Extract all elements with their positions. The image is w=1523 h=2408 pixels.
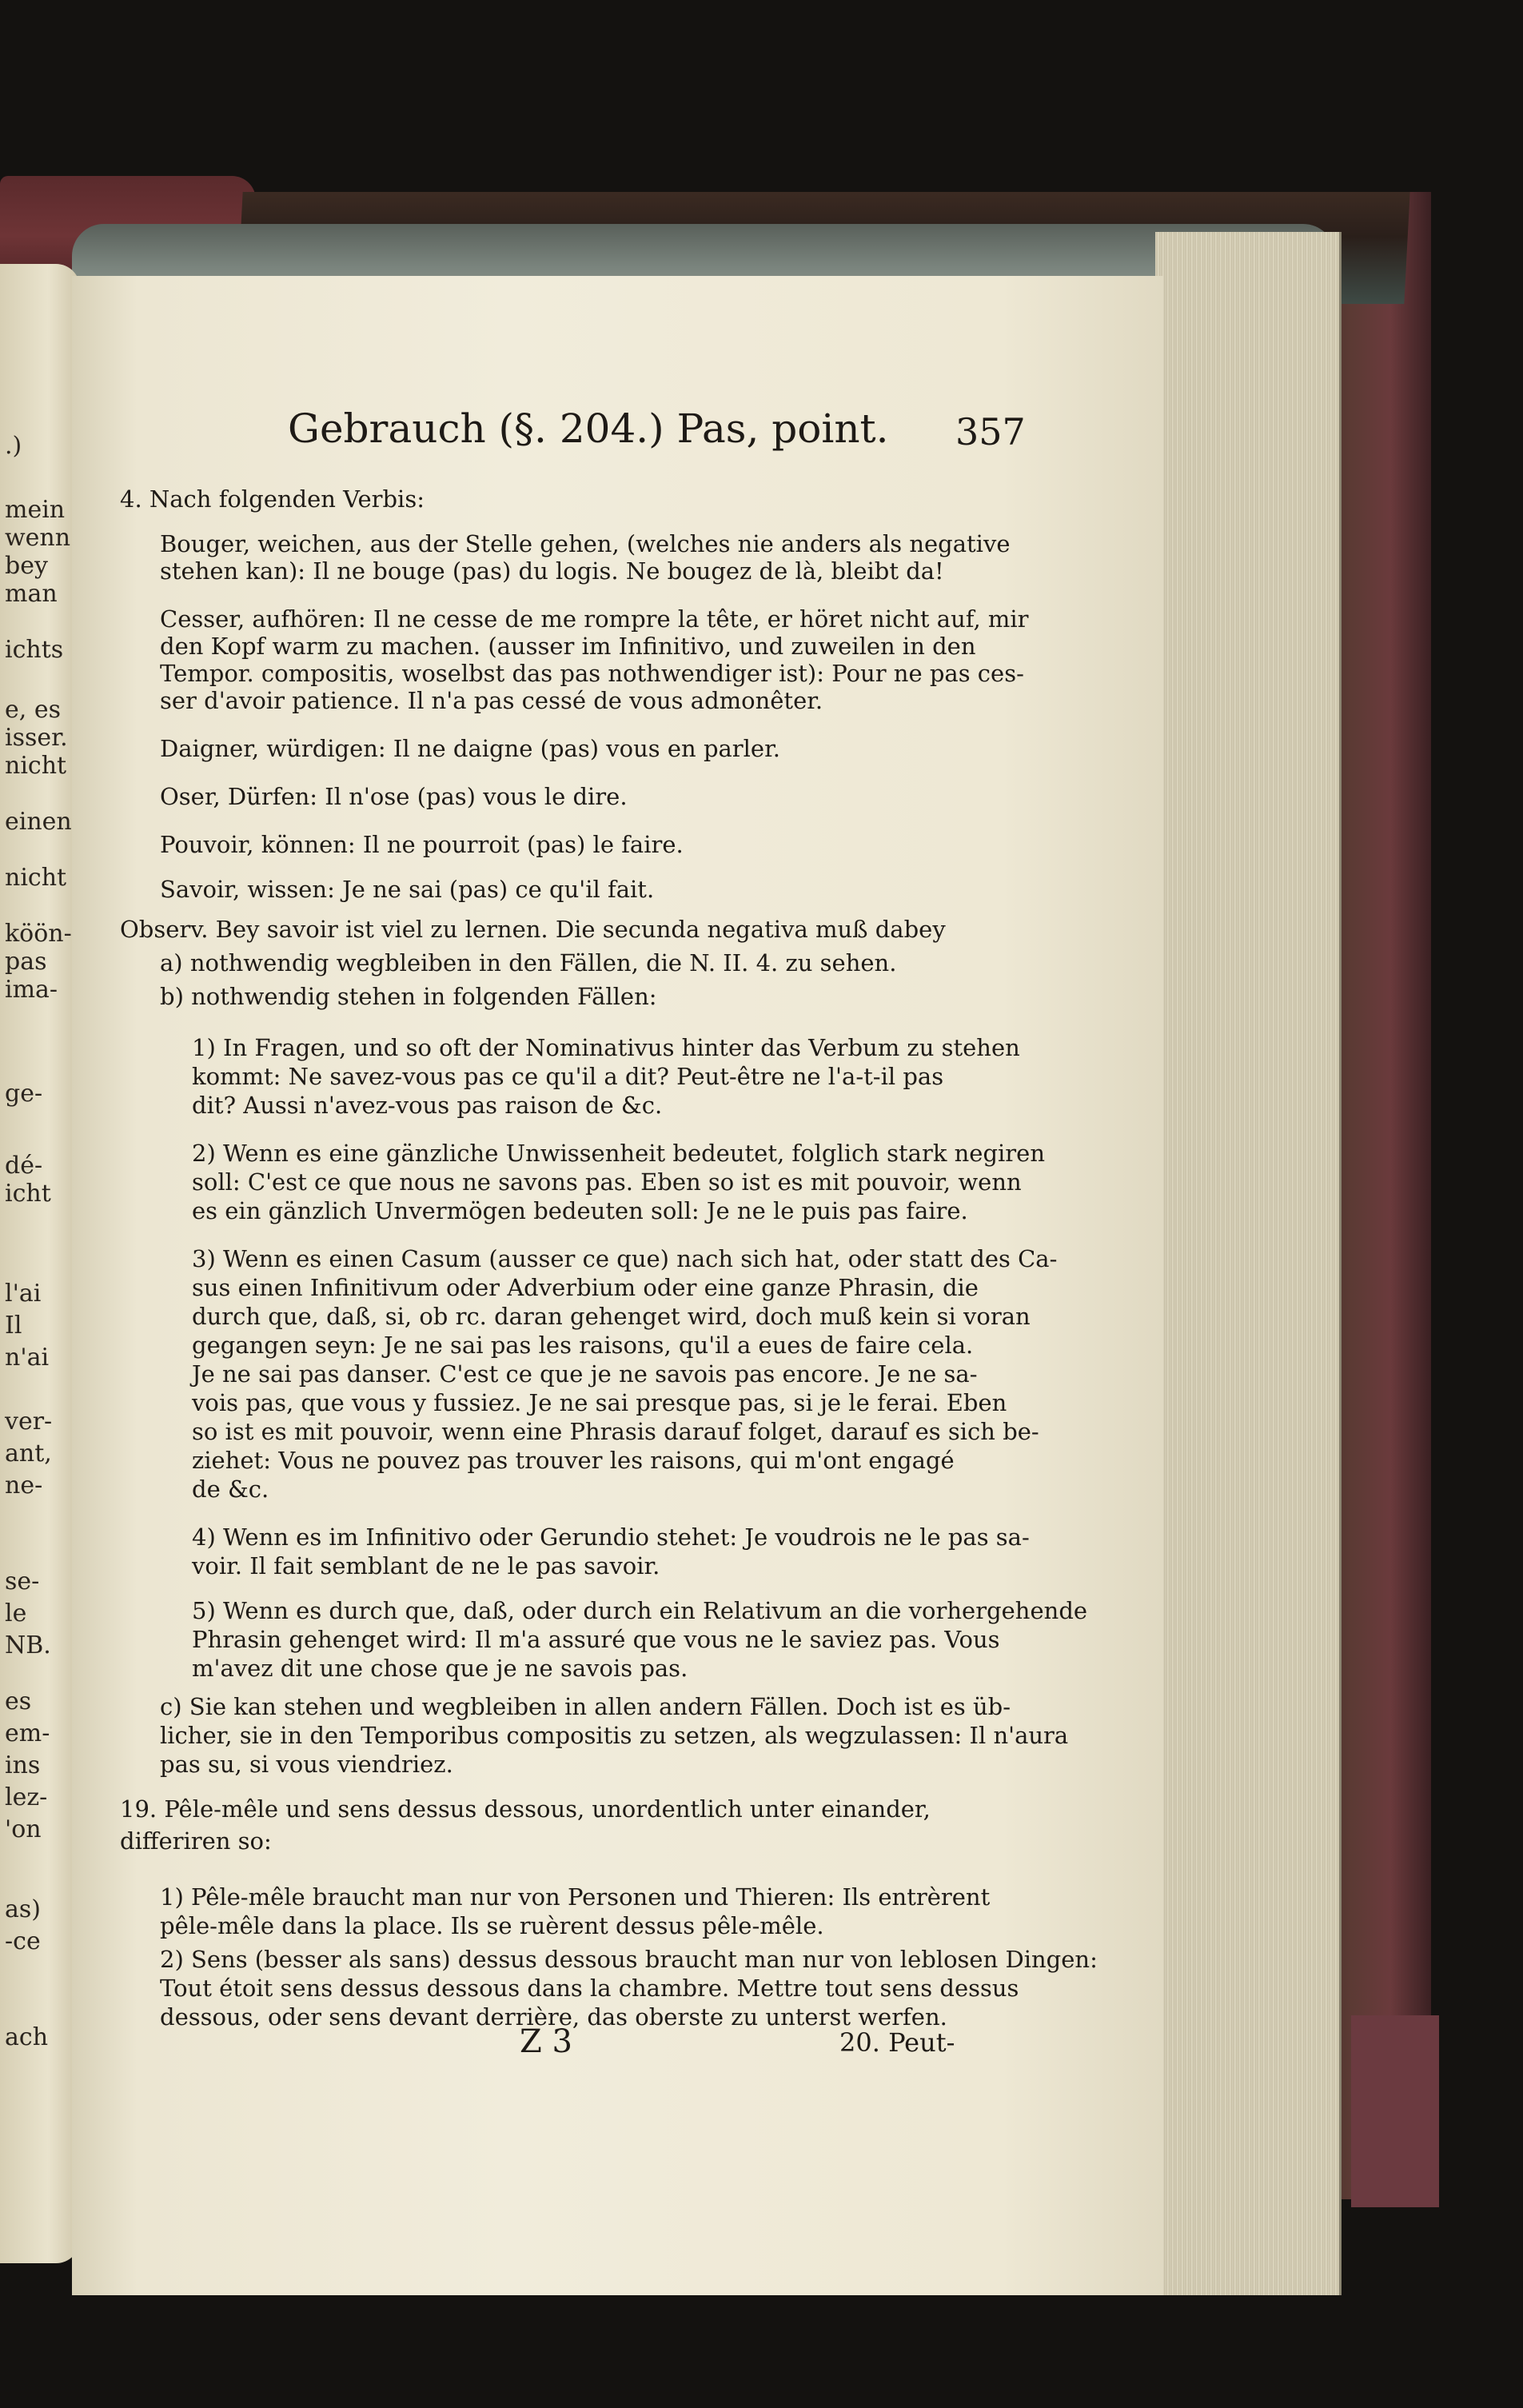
facing-text-fragment: ach <box>5 2023 49 2051</box>
text-line: 1) In Fragen, und so oft der Nominativus hinter das Verbum zu stehen <box>192 1034 1020 1061</box>
facing-text-fragment: -ce <box>5 1927 41 1955</box>
facing-text-fragment: Il <box>5 1312 22 1340</box>
facing-text-fragment: le <box>5 1599 27 1627</box>
facing-text-fragment: NB. <box>5 1631 51 1659</box>
facing-page-strip <box>0 264 80 2263</box>
facing-text-fragment: ant, <box>5 1440 52 1468</box>
text-line: Tout étoit sens dessus dessous dans la chambre. Mettre tout sens dessus <box>160 1975 1019 2002</box>
text-line: durch que, daß, si, ob rc. daran gehenget wird, doch muß kein si voran <box>192 1303 1031 1330</box>
text-line: Phrasin gehenget wird: Il m'a assuré que vous ne le saviez pas. Vous <box>192 1626 1000 1653</box>
facing-text-fragment: em- <box>5 1719 50 1747</box>
text-line: so ist es mit pouvoir, wenn eine Phrasis darauf folget, darauf es sich be- <box>192 1418 1039 1445</box>
facing-text-fragment: mein <box>5 496 66 524</box>
book-page <box>72 276 1163 2295</box>
text-line: pêle-mêle dans la place. Ils se ruèrent dessus pêle-mêle. <box>160 1912 824 1939</box>
text-line: es ein gänzlich Unvermögen bedeuten soll: Je ne le puis pas faire. <box>192 1197 968 1224</box>
facing-text-fragment: köön- <box>5 920 72 948</box>
text-line: vois pas, que vous y fussiez. Je ne sai presque pas, si je le ferai. Eben <box>192 1389 1007 1416</box>
facing-text-fragment: ima- <box>5 976 58 1004</box>
page-number: 357 <box>955 410 1026 453</box>
signature-mark: Z 3 <box>520 2023 572 2060</box>
text-line: kommt: Ne savez-vous pas ce qu'il a dit? Peut-être ne l'a-t-il pas <box>192 1063 944 1090</box>
facing-text-fragment: .) <box>5 432 22 460</box>
text-line: licher, sie in den Temporibus compositis zu setzen, als wegzulassen: Il n'aura <box>160 1722 1069 1749</box>
text-line: a) nothwendig wegbleiben in den Fällen, die N. II. 4. zu sehen. <box>160 949 897 976</box>
text-line: gegangen seyn: Je ne sai pas les raisons, qu'il a eues de faire cela. <box>192 1332 974 1359</box>
text-line: 2) Wenn es eine gänzliche Unwissenheit bedeutet, folglich stark negiren <box>192 1140 1045 1167</box>
text-line: Daigner, würdigen: Il ne daigne (pas) vous en parler. <box>160 735 780 762</box>
facing-text-fragment: es <box>5 1687 32 1715</box>
text-line: 4) Wenn es im Infinitivo oder Gerundio stehet: Je voudrois ne le pas sa- <box>192 1523 1030 1551</box>
text-line: Je ne sai pas danser. C'est ce que je ne savois pas encore. Je ne sa- <box>192 1360 978 1388</box>
text-line: den Kopf warm zu machen. (ausser im Infinitivo, und zuweilen in den <box>160 633 976 660</box>
facing-text-fragment: ichts <box>5 636 64 664</box>
running-title: Gebrauch (§. 204.) Pas, point. <box>288 405 889 452</box>
text-line: dessous, oder sens devant derrière, das oberste zu unterst werfen. <box>160 2003 947 2031</box>
facing-text-fragment: pas <box>5 948 47 976</box>
facing-text-fragment: bey <box>5 552 48 580</box>
facing-text-fragment: wenn <box>5 524 71 552</box>
text-line: de &c. <box>192 1476 269 1503</box>
text-line: c) Sie kan stehen und wegbleiben in allen andern Fällen. Doch ist es üb- <box>160 1693 1011 1720</box>
text-line: dit? Aussi n'avez-vous pas raison de &c. <box>192 1092 663 1119</box>
facing-text-fragment: einen <box>5 808 72 836</box>
facing-text-fragment: man <box>5 580 58 608</box>
text-line: Observ. Bey savoir ist viel zu lernen. Die secunda negativa muß dabey <box>120 916 946 943</box>
facing-text-fragment: as) <box>5 1895 41 1923</box>
text-line: 1) Pêle-mêle braucht man nur von Personen und Thieren: Ils entrèrent <box>160 1883 991 1911</box>
facing-text-fragment: ne- <box>5 1472 43 1500</box>
text-line: Savoir, wissen: Je ne sai (pas) ce qu'il fait. <box>160 876 655 903</box>
facing-text-fragment: isser. <box>5 724 68 752</box>
text-line: 3) Wenn es einen Casum (ausser ce que) nach sich hat, oder statt des Ca- <box>192 1245 1058 1272</box>
facing-text-fragment: e, es <box>5 696 61 724</box>
text-line: stehen kan): Il ne bouge (pas) du logis. Ne bougez de là, bleibt da! <box>160 557 944 585</box>
facing-text-fragment: ver- <box>5 1408 53 1436</box>
facing-text-fragment: n'ai <box>5 1344 50 1372</box>
catchword: 20. Peut- <box>839 2027 955 2058</box>
facing-text-fragment: nicht <box>5 864 67 892</box>
facing-text-fragment: dé- <box>5 1152 43 1180</box>
text-line: soll: C'est ce que nous ne savons pas. Eben so ist es mit pouvoir, wenn <box>192 1168 1022 1196</box>
text-line: pas su, si vous viendriez. <box>160 1751 453 1778</box>
facing-text-fragment: ge- <box>5 1080 43 1108</box>
text-line: 2) Sens (besser als sans) dessus dessous braucht man nur von leblosen Dingen: <box>160 1946 1098 1973</box>
text-line: ser d'avoir patience. Il n'a pas cessé de vous admonêter. <box>160 687 823 714</box>
text-line: 5) Wenn es durch que, daß, oder durch ein Relativum an die vorhergehende <box>192 1597 1088 1624</box>
text-line: Bouger, weichen, aus der Stelle gehen, (welches nie anders als negative <box>160 530 1011 557</box>
text-line: m'avez dit une chose que je ne savois pas. <box>192 1655 688 1682</box>
facing-text-fragment: icht <box>5 1180 51 1208</box>
facing-text-fragment: lez- <box>5 1783 48 1811</box>
book-cover-corner <box>1351 2015 1439 2207</box>
text-line: Cesser, aufhören: Il ne cesse de me rompre la tête, er höret nicht auf, mir <box>160 605 1029 633</box>
text-line: 4. Nach folgenden Verbis: <box>120 485 425 513</box>
page-fore-edge <box>1155 232 1342 2295</box>
text-line: Tempor. compositis, woselbst das pas nothwendiger ist): Pour ne pas ces- <box>160 660 1024 687</box>
text-line: 19. Pêle-mêle und sens dessus dessous, unordentlich unter einander, <box>120 1795 931 1823</box>
text-line: sus einen Infinitivum oder Adverbium oder eine ganze Phrasin, die <box>192 1274 979 1301</box>
facing-text-fragment: se- <box>5 1567 40 1595</box>
facing-text-fragment: 'on <box>5 1815 42 1843</box>
facing-text-fragment: l'ai <box>5 1280 42 1308</box>
text-line: differiren so: <box>120 1827 272 1855</box>
text-line: voir. Il fait semblant de ne le pas savoir. <box>192 1552 660 1579</box>
facing-text-fragment: nicht <box>5 752 67 780</box>
text-line: b) nothwendig stehen in folgenden Fällen: <box>160 983 657 1010</box>
text-line: Pouvoir, können: Il ne pourroit (pas) le faire. <box>160 831 684 858</box>
facing-text-fragment: ins <box>5 1751 41 1779</box>
text-line: ziehet: Vous ne pouvez pas trouver les raisons, qui m'ont engagé <box>192 1447 955 1474</box>
text-line: Oser, Dürfen: Il n'ose (pas) vous le dire. <box>160 783 628 810</box>
